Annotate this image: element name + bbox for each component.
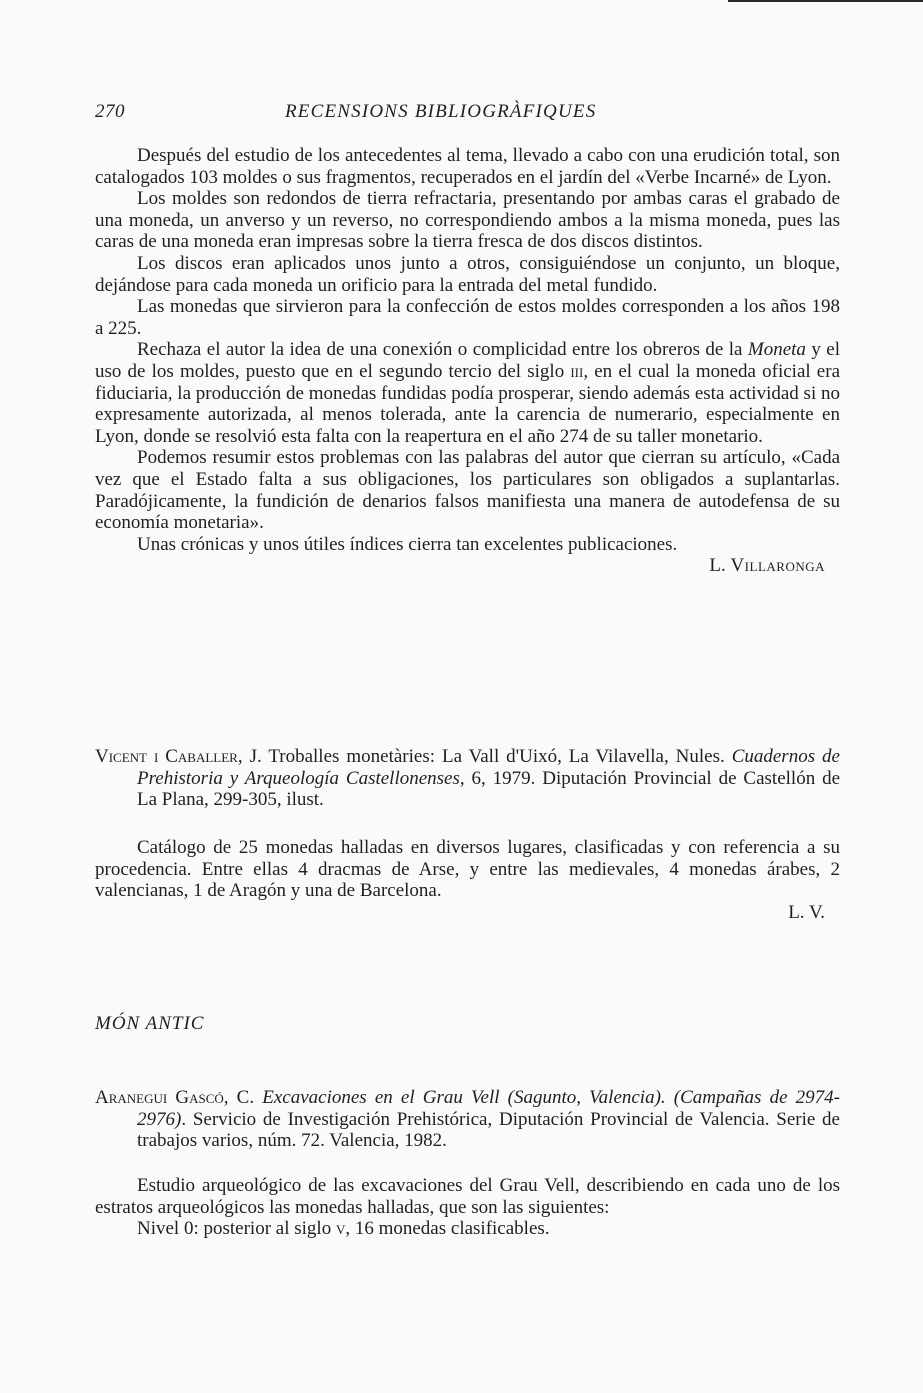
citation-title: Troballes monetàries: La Vall d'Uixó, La Vilavella, Nules. [268, 746, 732, 767]
signature: L. V. [788, 901, 825, 923]
roman-numeral: iii [570, 360, 584, 382]
running-title: RECENSIONS BIBLIOGRÀFIQUES [285, 101, 597, 122]
roman-numeral: v [335, 1218, 346, 1240]
top-rule [728, 0, 923, 2]
paragraph: Unas crónicas y unos útiles índices cierra tan excelentes publicaciones. [137, 533, 678, 555]
review-vicent-body [95, 837, 840, 923]
paragraph: Los discos eran aplicados unos junto a otros, consiguiéndose un conjunto, un bloque, dejándose para cada moneda un orificio para la entrada del metal fundido. [95, 252, 840, 296]
citation-author: Vicent i Caballer [95, 746, 238, 767]
paragraph: Estudio arqueológico de las excavaciones del Grau Vell, describiendo en cada uno de los estratos arqueológicos las monedas halladas, que son las siguientes: [95, 1175, 840, 1218]
signature: L. Villaronga [709, 555, 825, 577]
paragraph: Los moldes son redondos de tierra refractaria, presentando por ambas caras el grabado de una moneda, un anverso y un reverso, no correspondiendo ambos a la misma moneda, pues las caras de una moneda eran impresas sobre la tierra fresca de dos discos distintos. [95, 188, 840, 253]
paragraph: Rechaza el autor la idea de una conexión o complicidad entre los obreros de la Moneta y el uso de los moldes, puesto que en el segundo tercio del siglo iii, en el cual la moneda oficial era fiduciaria, la producción de monedas fundidas podía prosperar, siendo además esta actividad si no expresamente autorizada, al menos tolerada, ante la carencia de numerario, especialmente en Lyon, donde se resolvió esta falta con la reapertura en el año 274 de su taller monetario. [95, 339, 841, 447]
bibliographic-entry: Vicent i Caballer, J. Troballes monetàries: La Vall d'Uixó, La Vilavella, Nules. Cuadernos de Prehistoria y Arqueología Castellonenses, 6, 1979. Diputación Provincial de Castellón de La Plana, 299-305, ilust. [95, 746, 841, 811]
paragraph: Las monedas que sirvieron para la confección de estos moldes corresponden a los años 198 a 225. [95, 296, 840, 339]
review-villaronga [95, 145, 840, 577]
page-number: 270 [95, 101, 125, 122]
citation-journal: Cuadernos de Prehistoria y Arqueología Castellonenses [137, 746, 840, 789]
citation-title: Excavaciones en el Grau Vell (Sagunto, Valencia). (Campañas de 2974-2976) [137, 1087, 840, 1130]
paragraph: Catálogo de 25 monedas halladas en diversos lugares, clasificadas y con referencia a su procedencia. Entre ellas 4 dracmas de Arse, y entre las medievales, 4 monedas árabes, 2 valencianas, 1 de Aragón y una de Barcelona. [95, 837, 840, 902]
citation-author: Aranegui Gascó [95, 1087, 224, 1108]
list-item: Nivel 0: posterior al siglo v, 16 monedas clasificables. [137, 1218, 550, 1240]
section-title: MÓN ANTIC [95, 1013, 205, 1034]
paragraph: Después del estudio de los antecedentes al tema, llevado a cabo con una erudición total, son catalogados 103 moldes o sus fragmentos, recuperados en el jardín del «Verbe Incarné» de Lyon. [95, 145, 840, 188]
review-aranegui-body [95, 1175, 840, 1240]
bibliographic-entry: Aranegui Gascó, C. Excavaciones en el Grau Vell (Sagunto, Valencia). (Campañas de 2974-2976). Servicio de Investigación Prehistórica, Diputación Provincial de Valencia. Serie de trabajos varios, núm. 72. Valencia, 1982. [95, 1087, 840, 1152]
citation-vicent [95, 746, 840, 811]
paragraph: Podemos resumir estos problemas con las palabras del autor que cierran su artículo, «Cada vez que el Estado falta a sus obligaciones, los particulares son obligados a suplantarlas. Paradójicamente, la fundición de denarios falsos manifiesta una manera de autodefensa de su economía monetaria». [95, 447, 840, 534]
page-header [95, 101, 840, 125]
italic-term: Moneta [747, 339, 806, 361]
citation-aranegui [95, 1087, 840, 1152]
